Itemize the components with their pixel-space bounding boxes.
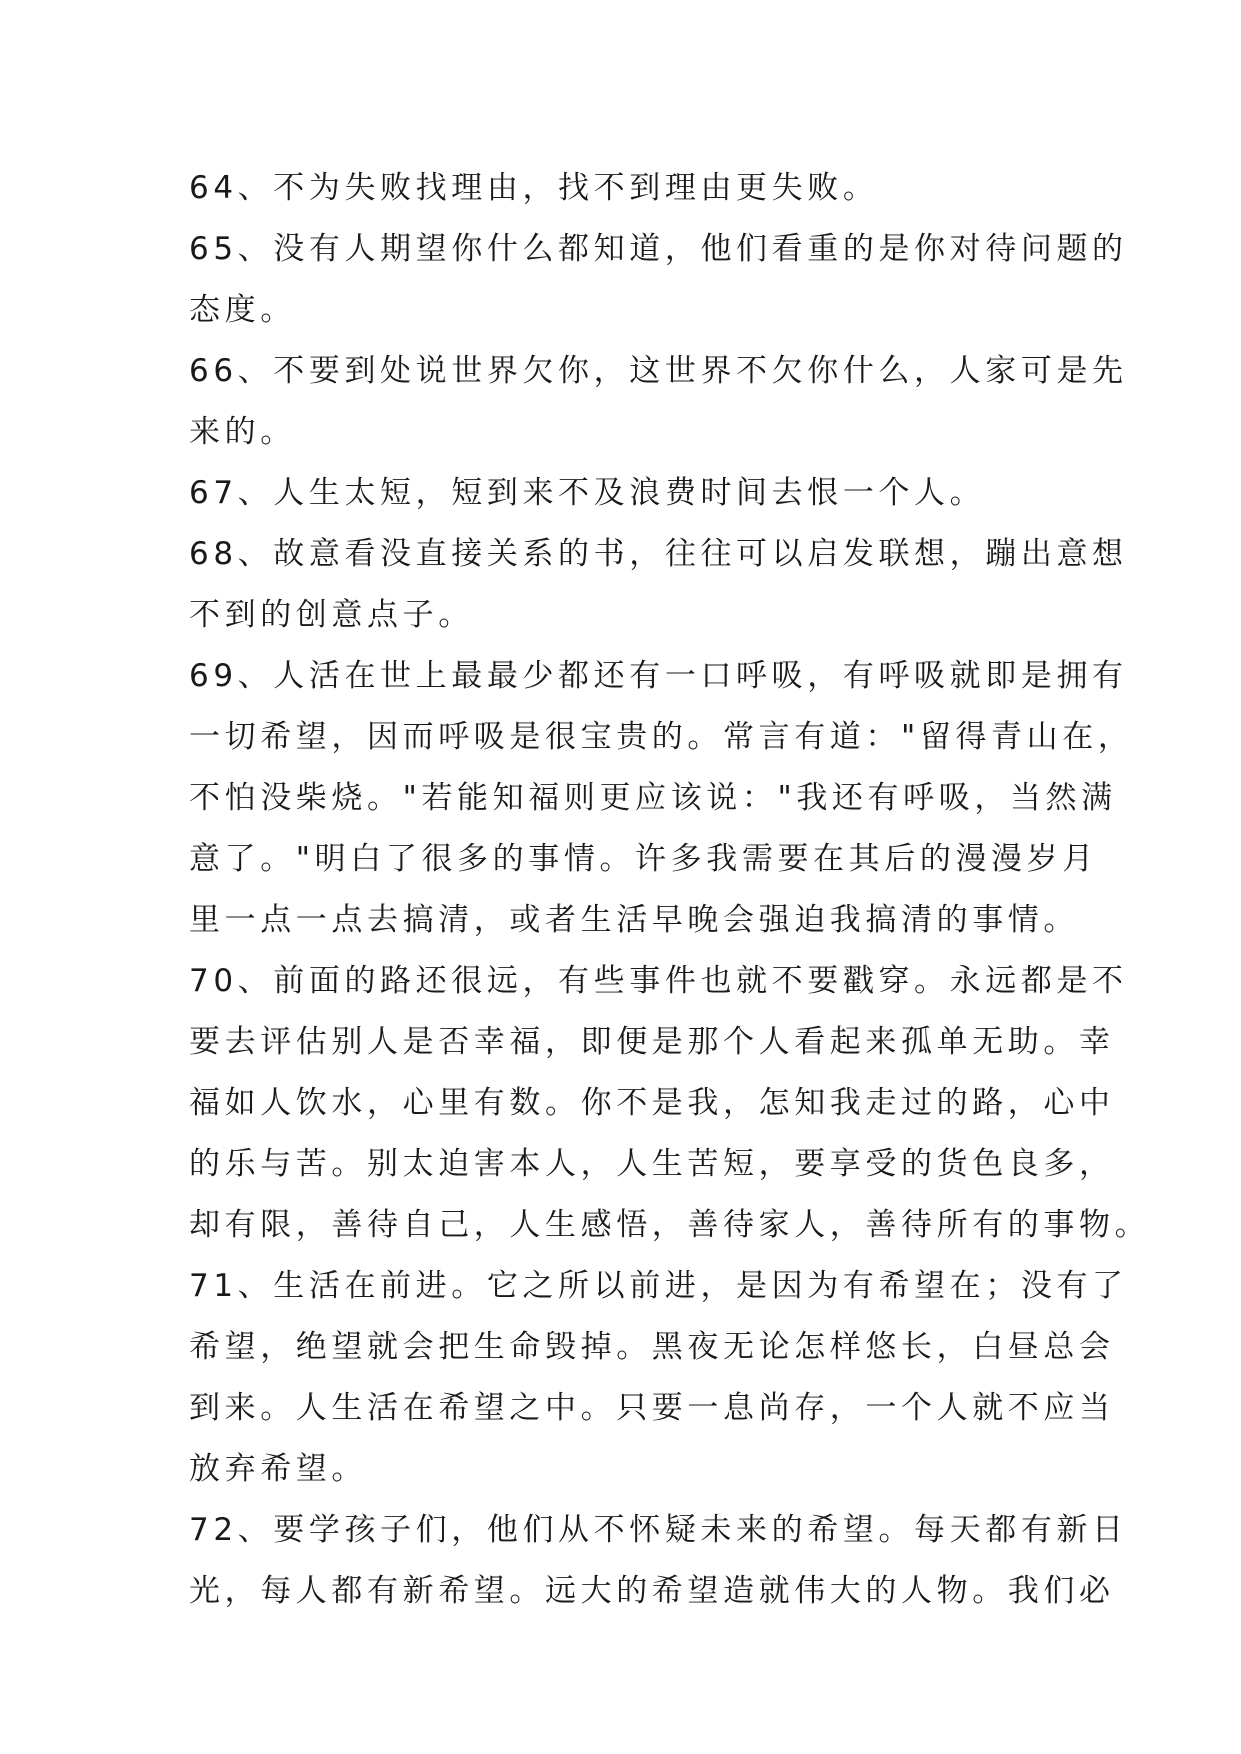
- text-line: 希望，绝望就会把生命毁掉。黑夜无论怎样悠长，白昼总会: [189, 1329, 1115, 1365]
- text-line: 65、没有人期望你什么都知道，他们看重的是你对待问题的: [189, 231, 1128, 267]
- text-line: 71、生活在前进。它之所以前进，是因为有希望在；没有了: [189, 1268, 1128, 1304]
- text-line: 里一点一点去搞清，或者生活早晚会强迫我搞清的事情。: [189, 902, 1079, 938]
- text-line: 69、人活在世上最最少都还有一口呼吸，有呼吸就即是拥有: [189, 658, 1128, 694]
- text-line: 到来。人生活在希望之中。只要一息尚存，一个人就不应当: [189, 1390, 1115, 1426]
- text-line: 的乐与苦。别太迫害本人，人生苦短，要享受的货色良多，: [189, 1146, 1115, 1182]
- text-line: 来的。: [189, 414, 296, 450]
- text-line: 67、人生太短，短到来不及浪费时间去恨一个人。: [189, 475, 986, 511]
- text-line: 64、不为失败找理由，找不到理由更失败。: [189, 170, 879, 206]
- text-line: 66、不要到处说世界欠你，这世界不欠你什么，人家可是先: [189, 353, 1128, 389]
- text-line: 光，每人都有新希望。远大的希望造就伟大的人物。我们必: [189, 1573, 1115, 1609]
- text-line: 福如人饮水，心里有数。你不是我，怎知我走过的路，心中: [189, 1085, 1115, 1121]
- text-line: 不怕没柴烧。"若能知福则更应该说："我还有呼吸，当然满: [189, 780, 1117, 816]
- text-line: 却有限，善待自己，人生感悟，善待家人，善待所有的事物。: [189, 1207, 1151, 1243]
- text-line: 72、要学孩子们，他们从不怀疑未来的希望。每天都有新日: [189, 1512, 1128, 1548]
- text-line: 68、故意看没直接关系的书，往往可以启发联想，蹦出意想: [189, 536, 1128, 572]
- text-line: 放弃希望。: [189, 1451, 367, 1487]
- document-text: [189, 158, 1151, 1622]
- text-line: 要去评估别人是否幸福，即便是那个人看起来孤单无助。幸: [189, 1024, 1115, 1060]
- text-line: 70、前面的路还很远，有些事件也就不要戳穿。永远都是不: [189, 963, 1128, 999]
- text-line: 意了。"明白了很多的事情。许多我需要在其后的漫漫岁月: [189, 841, 1098, 877]
- text-line: 不到的创意点子。: [189, 597, 474, 633]
- text-line: 一切希望，因而呼吸是很宝贵的。常言有道："留得青山在，: [189, 719, 1134, 755]
- text-line: 态度。: [189, 292, 296, 328]
